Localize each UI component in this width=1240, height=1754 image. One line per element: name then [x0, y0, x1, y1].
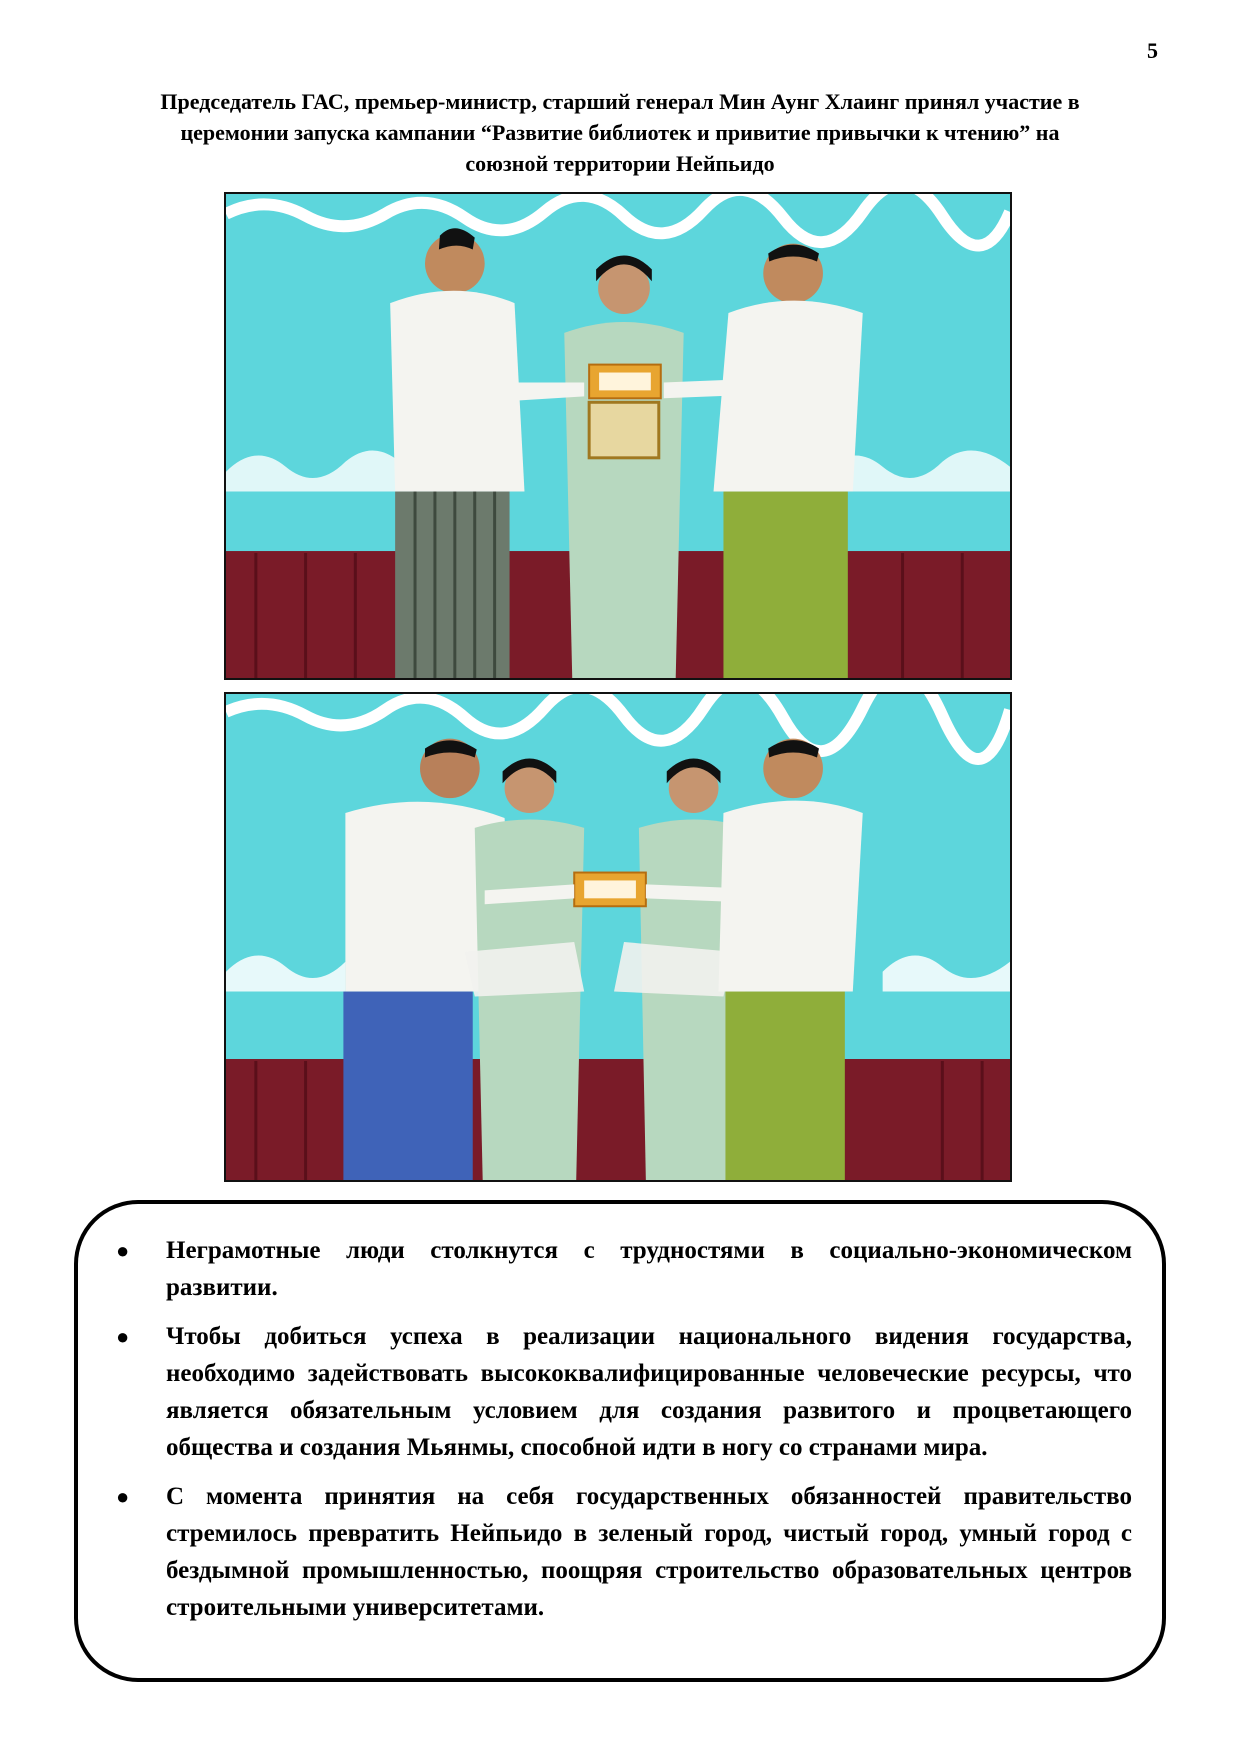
- bullet-text: Неграмотные люди столкнутся с трудностями в социально-экономическом развитии.: [166, 1237, 1132, 1301]
- ceremony-photo-2: [224, 692, 1012, 1182]
- bullet-icon: ●: [116, 1484, 130, 1509]
- bullet-text: С момента принятия на себя государственных обязанностей правительство стремилось превратить Нейпьидо в зеленый город, чистый город, умный город с бездымной промышленностью, поощряя строительство образовательных центров строительными университетами.: [166, 1483, 1132, 1621]
- page-number: 5: [1147, 38, 1158, 63]
- key-points-box: [74, 1200, 1166, 1682]
- heading-line-3: союзной территории Нейпьидо: [465, 151, 775, 176]
- ceremony-photo-1: [224, 192, 1012, 680]
- bullet-text: Чтобы добиться успеха в реализации национального видения государства, необходимо задействовать высококвалифицированные человеческие ресурсы, что является обязательным условием для создания развитого и процветающего общества и создания Мьянмы, способной идти в ногу со странами мира.: [166, 1323, 1132, 1461]
- key-points-list: [102, 1232, 1132, 1638]
- list-item: [102, 1318, 1132, 1466]
- heading-line-2: церемонии запуска кампании “Развитие библиотек и привитие привычки к чтению” на: [180, 120, 1060, 145]
- heading-line-1: Председатель ГАС, премьер-министр, старший генерал Мин Аунг Хлаинг принял участие в: [160, 89, 1080, 114]
- page-heading: [80, 86, 1160, 179]
- list-item: [102, 1478, 1132, 1626]
- bullet-icon: ●: [116, 1238, 130, 1263]
- bullet-icon: ●: [116, 1324, 130, 1349]
- list-item: [102, 1232, 1132, 1306]
